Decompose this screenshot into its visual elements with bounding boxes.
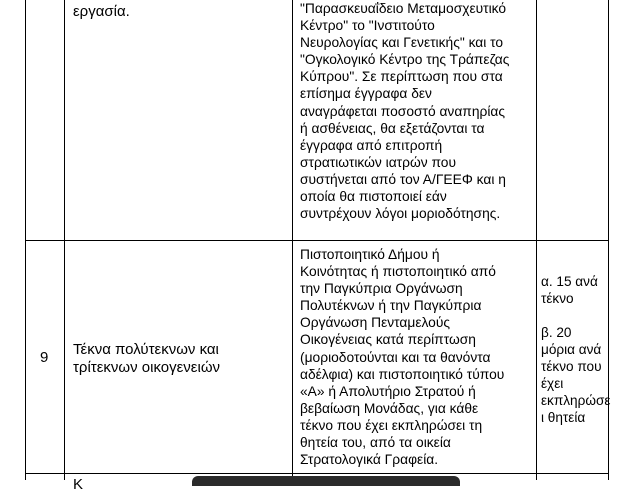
text-line: τέκνο [541,291,574,306]
text-line: οποία θα πιστοποιεί εάν [300,189,447,205]
row-9-number: 9 [40,349,49,366]
text-line: εκπληρώσε [541,393,611,408]
text-line: Οικογένειας κατά περίπτωση [300,332,476,348]
text-line: Κέντρο" το "Ινστιτούτο [300,18,435,34]
row-9-category-text [73,341,220,377]
text-line: Νευρολογίας και Γενετικής" και το [300,35,504,51]
text-line: αδέλφια) και πιστοποιητικό τύπου [300,366,505,382]
text-line: τέκνο που έχει εκπληρώσει τη [300,417,483,433]
row-9-documents-text [300,246,504,468]
text-line: Τέκνα πολύτεκνων και [73,341,219,358]
text-line: συντρέχουν λόγοι μοριοδότησης. [300,206,501,222]
row-9-points-b [541,324,610,426]
text-line: ι θητεία [541,410,586,425]
text-line: Πολυτέκνων ή την Παγκύπρια [300,298,482,314]
row-divider-bottom [25,473,609,474]
text-line: (μοριοδοτούνται και τα θανόντα [300,349,491,365]
text-line: στρατιωτικών ιατρών που [300,154,457,170]
text-line: Οργάνωση Πενταμελούς [300,315,451,331]
row-top-documents-text [300,0,509,222]
text-line: έχει [541,376,564,391]
text-line: επίσημα έγγραφα δεν [300,86,432,102]
text-line: β. 20 [541,325,572,340]
text-line: "Ογκολογικό Κέντρο της Τράπεζας [300,52,510,68]
row-9-points-a [541,273,598,307]
text-line: ή ασθένειας, θα εξετάζονται τα [300,120,485,136]
row-next-partial-text: Κ [73,476,84,493]
text-line: συστήνεται από τον Α/ΓΕΕΦ και η [300,171,506,187]
overlay-tooltip-bar [192,476,460,486]
text-line: Πιστοποιητικό Δήμου ή [300,247,440,262]
text-line: μόρια ανά [541,342,602,357]
text-line: Κοινότητας ή πιστοποιητικό από [300,264,496,280]
text-line: την Παγκύπρια Οργάνωση [300,281,463,297]
row-top-category-text: εργασία. [73,3,130,20]
text-line: τέκνο που [541,359,602,374]
text-line: α. 15 ανά [541,274,598,289]
text-line: Κύπρου". Σε περίπτωση που στα [300,69,503,85]
text-line: αναγράφεται ποσοστό αναπηρίας [300,103,506,119]
text-line: Στρατολογικά Γραφεία. [300,452,439,468]
text-line: βεβαίωση Μονάδας, για κάθε [300,400,479,416]
text-line: τρίτεκνων οικογενειών [73,359,221,376]
text-line: έγγραφα από επιτροπή [300,137,443,153]
text-line: θητεία του, από τα οικεία [300,435,451,451]
text-line: "Παρασκευαΐδειο Μεταμοσχευτικό [300,1,507,16]
text-line: «Α» ή Απολυτήριο Στρατού ή [300,383,476,399]
row-divider-top [25,240,609,241]
